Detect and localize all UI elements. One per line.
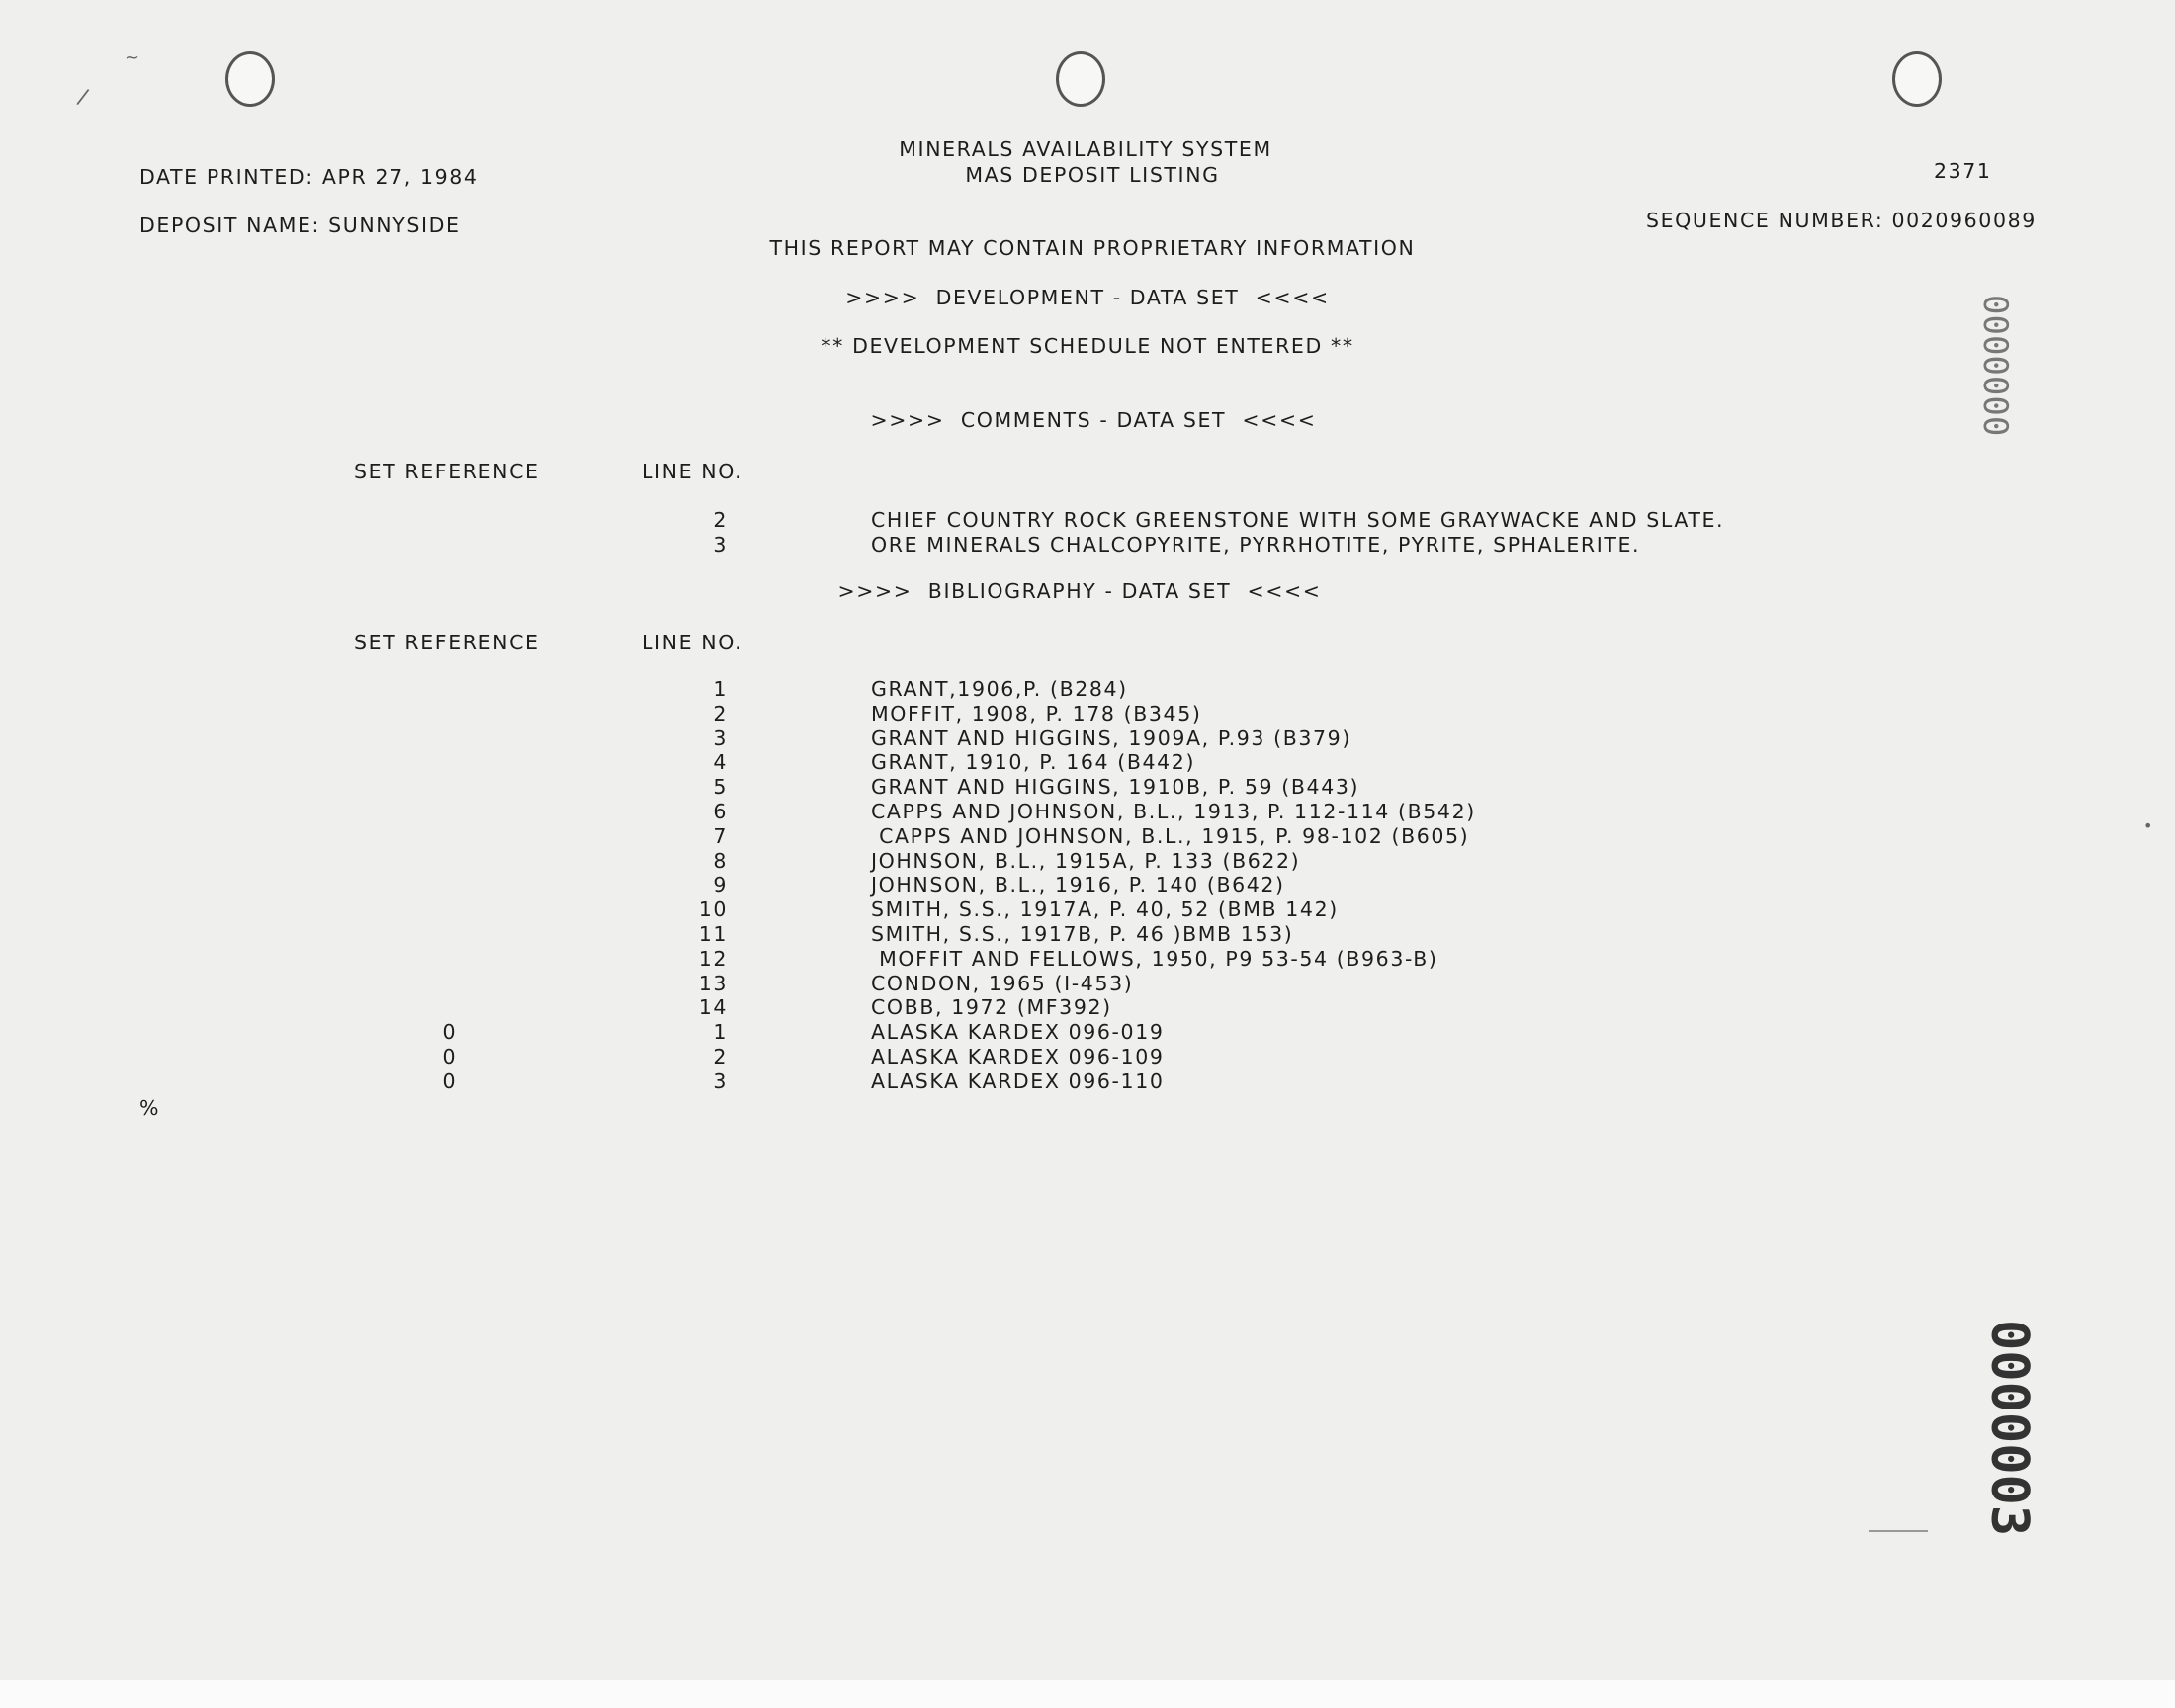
percent-mark: % xyxy=(139,1096,161,1120)
entry-text-cell: CAPPS AND JOHNSON, B.L., 1915, P. 98-102 (B605) xyxy=(871,823,1470,848)
bibliography-heading: >>>> BIBLIOGRAPHY - DATA SET <<<< xyxy=(837,579,1322,603)
line-number-cell: 9 xyxy=(713,873,728,897)
entry-text-cell: MOFFIT, 1908, P. 178 (B345) xyxy=(871,701,1202,726)
line-number-cell: 12 xyxy=(698,946,728,971)
set-reference-cell: 0 xyxy=(442,1020,456,1045)
line-number-cell: 7 xyxy=(713,823,728,848)
entry-text-cell: SMITH, S.S., 1917B, P. 46 )BMB 153) xyxy=(871,922,1294,946)
listing-title: MAS DEPOSIT LISTING xyxy=(965,163,1220,187)
entry-text-cell: GRANT AND HIGGINS, 1909A, P.93 (B379) xyxy=(871,726,1351,750)
microfilm-stamp-top: 0000000 xyxy=(1975,295,2015,437)
date-printed: DATE PRINTED: APR 27, 1984 xyxy=(139,165,478,189)
comments-col-line-no: LINE NO. xyxy=(642,460,743,483)
line-number-cell: 2 xyxy=(713,701,728,726)
entry-text-cell: CHIEF COUNTRY ROCK GREENSTONE WITH SOME GRAYWACKE AND SLATE. xyxy=(871,508,1725,532)
line-number-cell: 8 xyxy=(713,848,728,873)
entry-text-cell: ALASKA KARDEX 096-019 xyxy=(871,1020,1165,1045)
entry-text-cell: ALASKA KARDEX 096-110 xyxy=(871,1068,1165,1093)
microfilm-stamp-bottom: 0000003 xyxy=(1979,1320,2039,1537)
bibliography-col-set-reference: SET REFERENCE xyxy=(354,631,540,654)
line-number-cell: 5 xyxy=(713,775,728,800)
proprietary-notice: THIS REPORT MAY CONTAIN PROPRIETARY INFORMATION xyxy=(769,236,1416,260)
pen-mark: / xyxy=(74,84,91,111)
line-number-cell: 4 xyxy=(713,750,728,775)
entry-text-cell: GRANT, 1910, P. 164 (B442) xyxy=(871,750,1196,775)
entry-text-cell: JOHNSON, B.L., 1916, P. 140 (B642) xyxy=(871,873,1285,897)
comments-heading: >>>> COMMENTS - DATA SET <<<< xyxy=(870,408,1317,432)
entry-text-cell: JOHNSON, B.L., 1915A, P. 133 (B622) xyxy=(871,848,1301,873)
comments-col-set-reference: SET REFERENCE xyxy=(354,460,540,483)
line-number-cell: 3 xyxy=(713,726,728,750)
line-number-cell: 14 xyxy=(698,995,728,1020)
entry-text-cell: COBB, 1972 (MF392) xyxy=(871,995,1112,1020)
line-number-cell: 3 xyxy=(713,532,728,556)
set-reference-cell: 0 xyxy=(442,1045,456,1068)
line-number-cell: 6 xyxy=(713,800,728,823)
punch-hole xyxy=(1056,51,1105,107)
entry-text-cell: ALASKA KARDEX 096-109 xyxy=(871,1045,1165,1068)
line-number-cell: 13 xyxy=(698,971,728,995)
entry-text-cell: GRANT AND HIGGINS, 1910B, P. 59 (B443) xyxy=(871,775,1360,800)
scan-edge xyxy=(0,1680,2175,1708)
punch-hole xyxy=(1892,51,1942,107)
development-note: ** DEVELOPMENT SCHEDULE NOT ENTERED ** xyxy=(821,334,1354,358)
dot-mark: • xyxy=(2143,816,2153,835)
system-title: MINERALS AVAILABILITY SYSTEM xyxy=(899,137,1272,161)
entry-text-cell: SMITH, S.S., 1917A, P. 40, 52 (BMB 142) xyxy=(871,897,1339,922)
line-number-cell: 11 xyxy=(698,922,728,946)
pen-stroke xyxy=(1869,1530,1928,1532)
entry-text-cell: MOFFIT AND FELLOWS, 1950, P9 53-54 (B963-B) xyxy=(871,946,1438,971)
line-number-cell: 2 xyxy=(713,508,728,532)
entry-text-cell: CONDON, 1965 (I-453) xyxy=(871,971,1134,995)
line-number-cell: 3 xyxy=(713,1068,728,1093)
entry-text-cell: CAPPS AND JOHNSON, B.L., 1913, P. 112-114 (B542) xyxy=(871,800,1476,823)
line-number-cell: 1 xyxy=(713,677,728,701)
set-reference-cell: 0 xyxy=(442,1068,456,1093)
sequence-number: SEQUENCE NUMBER: 0020960089 xyxy=(1646,209,2037,232)
development-heading: >>>> DEVELOPMENT - DATA SET <<<< xyxy=(845,286,1330,309)
deposit-name: DEPOSIT NAME: SUNNYSIDE xyxy=(139,214,461,237)
entry-text-cell: GRANT,1906,P. (B284) xyxy=(871,677,1128,701)
line-number-cell: 1 xyxy=(713,1020,728,1045)
pen-mark: ~ xyxy=(125,47,140,68)
bibliography-col-line-no: LINE NO. xyxy=(642,631,743,654)
entry-text-cell: ORE MINERALS CHALCOPYRITE, PYRRHOTITE, PYRITE, SPHALERITE. xyxy=(871,532,1641,556)
line-number-cell: 2 xyxy=(713,1045,728,1068)
punch-hole xyxy=(225,51,275,107)
page-number: 2371 xyxy=(1934,159,1992,183)
line-number-cell: 10 xyxy=(698,897,728,922)
